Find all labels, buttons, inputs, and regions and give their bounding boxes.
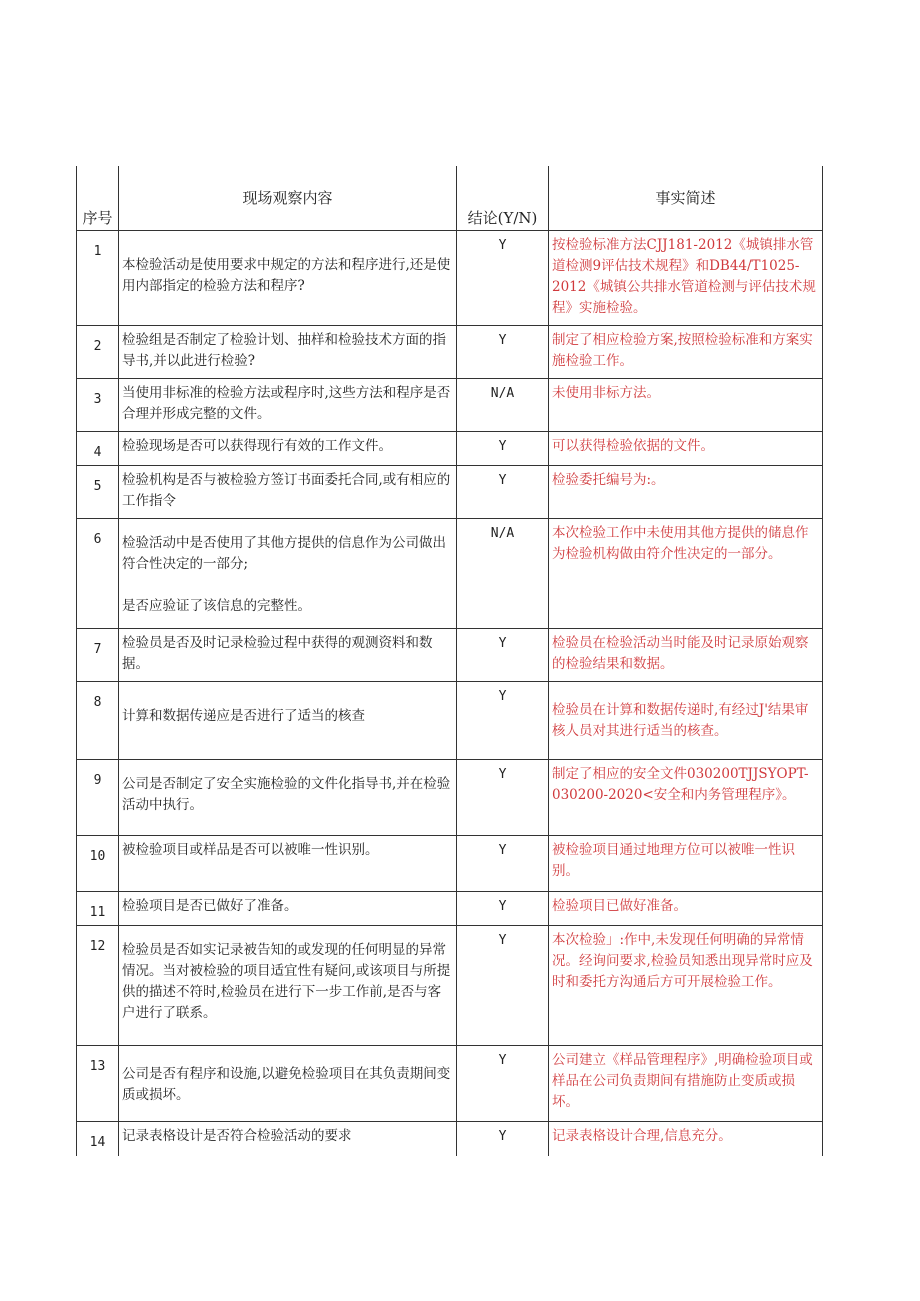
observation-paragraph: 被检验项目或样品是否可以被唯一性识别。 (122, 842, 379, 858)
row-result: Y (457, 466, 549, 519)
table-row (77, 231, 823, 326)
header-seq: 序号 (77, 166, 119, 231)
row-seq-number: 6 (77, 519, 119, 629)
row-result: Y (457, 760, 549, 836)
table-row (77, 466, 823, 519)
row-facts: 制定了相应的安全文件030200TJJSYOPT-030200-2020<安全和内务管理程序》。 (549, 760, 823, 836)
observation-paragraph: 检验员是否如实记录被告知的或发现的任何明显的异常情况。当对被检验的项目适宜性有疑问,或该项目与所提供的描述不符时,检验员在进行下一步工作前,是否与客户进行了联系。 (122, 942, 451, 1021)
row-observation (119, 682, 457, 760)
row-observation (119, 432, 457, 466)
row-result: Y (457, 432, 549, 466)
row-facts: 制定了相应检验方案,按照检验标准和方案实施检验工作。 (549, 326, 823, 379)
row-observation (119, 379, 457, 432)
row-facts: 公司建立《样品管理程序》,明确检验项目或样品在公司负责期间有措施防止变质或损坏。 (549, 1046, 823, 1122)
row-facts: 检验员在检验活动当时能及时记录原始观察的检验结果和数据。 (549, 629, 823, 682)
row-result: Y (457, 682, 549, 760)
row-result: Y (457, 1122, 549, 1156)
table-row (77, 629, 823, 682)
observation-paragraph: 检验现场是否可以获得现行有效的工作文件。 (122, 438, 392, 454)
observation-paragraph: 检验组是否制定了检验计划、抽样和检验技术方面的指导书,并以此进行检验? (122, 332, 446, 369)
table-row (77, 760, 823, 836)
row-observation (119, 1122, 457, 1156)
table-row (77, 379, 823, 432)
table-row (77, 326, 823, 379)
row-seq-number: 2 (77, 326, 119, 379)
row-seq-number: 9 (77, 760, 119, 836)
row-seq-number: 11 (77, 892, 119, 926)
row-result: N/A (457, 379, 549, 432)
row-facts: 检验项目已做好准备。 (549, 892, 823, 926)
header-observation: 现场观察内容 (119, 166, 457, 231)
row-result: Y (457, 231, 549, 326)
row-seq-number: 3 (77, 379, 119, 432)
row-seq-number: 1 (77, 231, 119, 326)
row-facts: 按检验标准方法CJJ181-2012《城镇排水管道检测9评估技术规程》和DB44/T1025-2012《城镇公共排水管道检测与评估技术规程》实施检验。 (549, 231, 823, 326)
observation-paragraph: 公司是否有程序和设施,以避免检验项目在其负责期间变质或损坏。 (122, 1066, 451, 1103)
row-seq-number: 12 (77, 926, 119, 1046)
table-row (77, 519, 823, 629)
row-observation (119, 836, 457, 892)
row-facts: 检验委托编号为:。 (549, 466, 823, 519)
row-result: Y (457, 629, 549, 682)
observation-paragraph: 本检验活动是使用要求中规定的方法和程序进行,还是使用内部指定的检验方法和程序? (122, 257, 451, 294)
row-result: Y (457, 836, 549, 892)
row-facts: 可以获得检验依据的文件。 (549, 432, 823, 466)
observation-paragraph: 公司是否制定了安全实施检验的文件化指导书,并在检验活动中执行。 (122, 776, 451, 813)
table-body (77, 231, 823, 1156)
observation-paragraph: 检验员是否及时记录检验过程中获得的观测资料和数据。 (122, 635, 433, 672)
row-seq-number: 8 (77, 682, 119, 760)
row-result: Y (457, 1046, 549, 1122)
row-observation (119, 519, 457, 629)
observation-paragraph: 当使用非标准的检验方法或程序时,这些方法和程序是否合理并形成完整的文件。 (122, 385, 451, 422)
row-facts: 本次检验」:作中,未发现任何明确的异常情况。经询问要求,检验员知悉出现异常时应及时和委托方沟通后方可开展检验工作。 (549, 926, 823, 1046)
table-row (77, 432, 823, 466)
observation-paragraph: 检验机构是否与被检验方签订书面委托合同,或有相应的工作指令 (122, 472, 451, 509)
row-facts: 未使用非标方法。 (549, 379, 823, 432)
observation-paragraph: 记录表格设计是否符合检验活动的要求 (122, 1128, 352, 1144)
row-result: Y (457, 926, 549, 1046)
table-row (77, 682, 823, 760)
observation-paragraph: 计算和数据传递应是否进行了适当的核查 (122, 708, 365, 724)
row-facts: 记录表格设计合理,信息充分。 (549, 1122, 823, 1156)
row-facts: 检验员在计算和数据传递时,有经过J'结果审核人员对其进行适当的核查。 (549, 682, 823, 760)
header-facts: 事实简述 (549, 166, 823, 231)
row-facts: 被检验项目通过地理方位可以被唯一性识别。 (549, 836, 823, 892)
row-observation (119, 466, 457, 519)
header-result: 结论(Y/N) (457, 166, 549, 231)
row-observation (119, 231, 457, 326)
row-observation (119, 892, 457, 926)
paragraph-gap (122, 575, 454, 596)
table-row (77, 836, 823, 892)
row-facts: 本次检验工作中未使用其他方提供的储息作为检验机构做由符介性决定的一部分。 (549, 519, 823, 629)
row-observation (119, 926, 457, 1046)
row-seq-number: 10 (77, 836, 119, 892)
row-seq-number: 13 (77, 1046, 119, 1122)
table-row (77, 926, 823, 1046)
table-header (77, 166, 823, 231)
inspection-checklist-table (76, 166, 823, 1156)
row-observation (119, 1046, 457, 1122)
row-seq-number: 7 (77, 629, 119, 682)
row-seq-number: 5 (77, 466, 119, 519)
row-observation (119, 326, 457, 379)
observation-paragraph: 检验项目是否已做好了准备。 (122, 898, 298, 914)
row-result: Y (457, 892, 549, 926)
table-row (77, 892, 823, 926)
table-row (77, 1046, 823, 1122)
row-seq-number: 14 (77, 1122, 119, 1156)
observation-paragraph: 检验活动中是否使用了其他方提供的信息作为公司做出符合性决定的一部分; (122, 535, 446, 572)
row-observation (119, 760, 457, 836)
row-seq-number: 4 (77, 432, 119, 466)
row-observation (119, 629, 457, 682)
row-result: N/A (457, 519, 549, 629)
row-result: Y (457, 326, 549, 379)
table-row (77, 1122, 823, 1156)
inspection-checklist-sheet (76, 166, 822, 1156)
observation-paragraph: 是否应验证了该信息的完整性。 (122, 598, 311, 614)
